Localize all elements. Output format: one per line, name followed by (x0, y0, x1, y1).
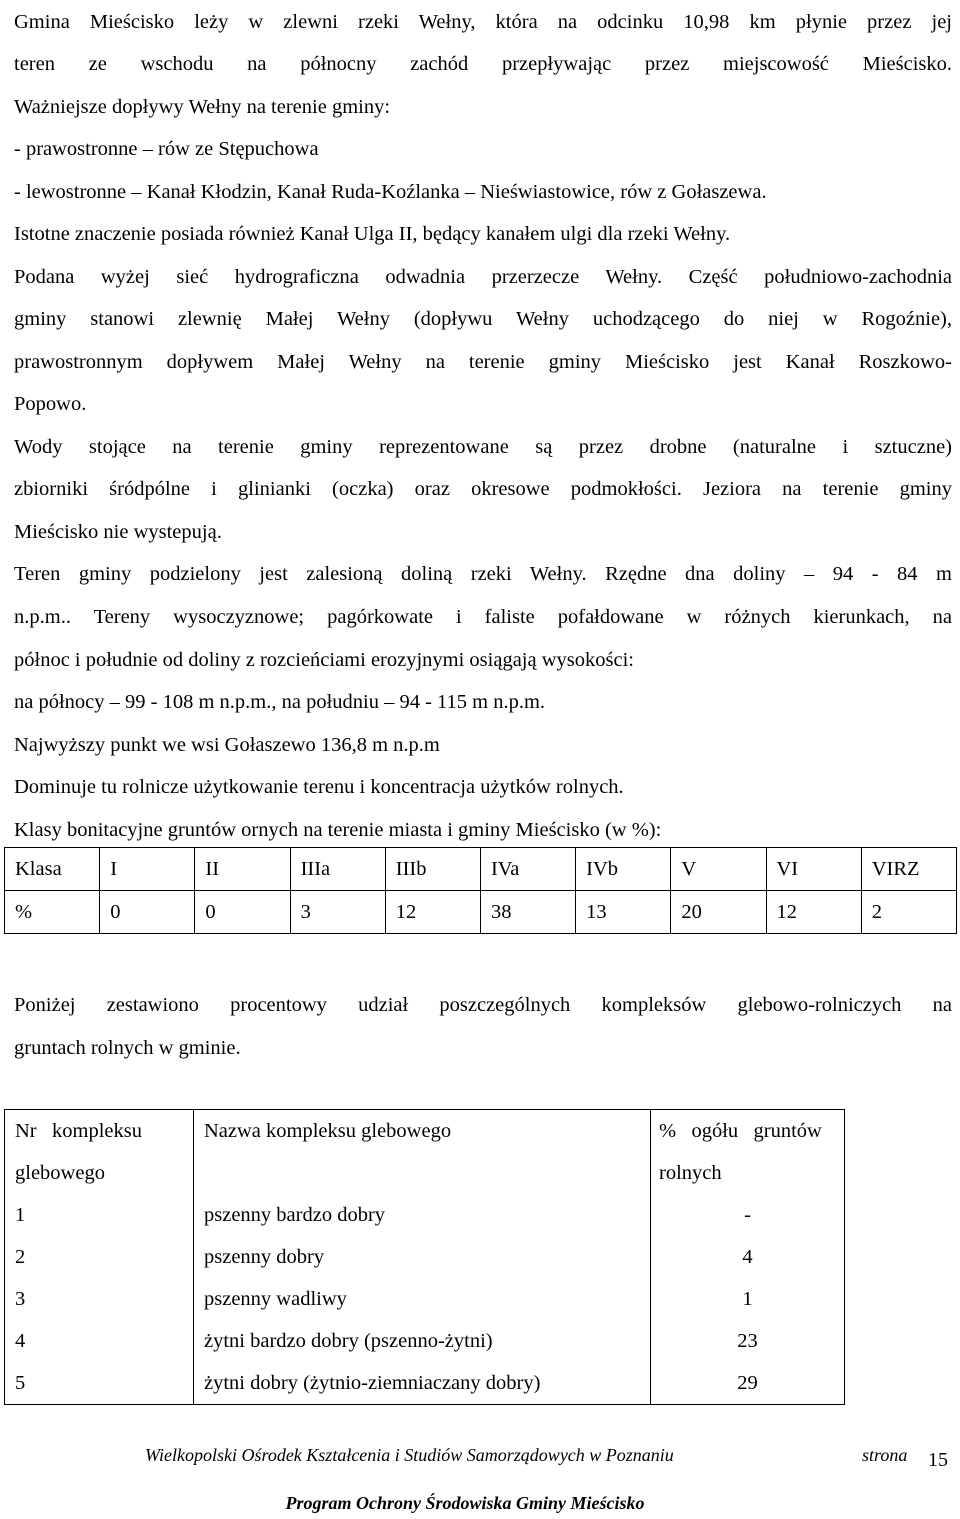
table-header-cell: IVb (576, 848, 671, 891)
text-line: Najwyższy punkt we wsi Gołaszewo 136,8 m n.p.m (14, 734, 440, 756)
table-cell: % (5, 891, 100, 934)
text-line: Popowo. (14, 393, 87, 415)
table-row (5, 1278, 845, 1320)
table-header-cell: V (671, 848, 766, 891)
text-line: Wody stojące na terenie gminy reprezentowane są przez drobne (naturalne i sztuczne) (14, 436, 952, 458)
text-line: zbiorniki śródpólne i glinianki (oczka) oraz okresowe podmokłości. Jeziora na terenie gminy (14, 478, 952, 500)
header-complex-name-text: Nazwa kompleksu glebowego (204, 1120, 452, 1142)
table-cell: 3 (290, 891, 385, 934)
table-header-cell: IIIb (385, 848, 480, 891)
text-line: prawostronnym dopływem Małej Wełny na terenie gminy Mieścisko jest Kanał Roszkowo- (14, 351, 952, 373)
text-line: Podana wyżej sieć hydrograficzna odwadnia przerzecze Wełny. Część południowo-zachodnia (14, 266, 952, 288)
header-complex-number-line2: glebowego (15, 1162, 105, 1184)
text-line: Gmina Mieścisko leży w zlewni rzeki Wełny, która na odcinku 10,98 km płynie przez jej (14, 11, 952, 33)
soil-complex-table (4, 1109, 845, 1405)
text-line: teren ze wschodu na północny zachód przepływając przez miejscowość Mieścisko. (14, 53, 952, 75)
text-line: Klasy bonitacyjne gruntów ornych na terenie miasta i gminy Mieścisko (w %): (14, 819, 662, 841)
header-complex-number-line1: Nr kompleksu (15, 1120, 142, 1142)
complex-number-cell: 5 (5, 1362, 194, 1405)
table-cell: 12 (385, 891, 480, 934)
footer-strona-label: strona (862, 1445, 908, 1465)
page-number: 15 (928, 1449, 948, 1471)
table-row (5, 1236, 845, 1278)
table-row (5, 1194, 845, 1236)
complex-name-cell: żytni bardzo dobry (pszenno-żytni) (194, 1320, 651, 1362)
complex-name-cell: pszenny wadliwy (194, 1278, 651, 1320)
footer-institution: Wielkopolski Ośrodek Kształcenia i Studiów Samorządowych w Poznaniu (145, 1445, 674, 1465)
text-line: Ważniejsze dopływy Wełny na terenie gminy: (14, 96, 391, 118)
complex-number-cell: 1 (5, 1194, 194, 1236)
complex-percent-cell: 4 (742, 1246, 753, 1268)
table-header-cell: Klasa (5, 848, 100, 891)
complex-name-cell: żytni dobry (żytnio-ziemniaczany dobry) (194, 1362, 651, 1405)
table-header-cell: I (100, 848, 195, 891)
table-header-cell: IIIa (290, 848, 385, 891)
complex-percent-cell: - (744, 1204, 751, 1226)
text-line: Dominuje tu rolnicze użytkowanie terenu i koncentracja użytków rolnych. (14, 776, 624, 798)
complex-name-cell: pszenny dobry (194, 1236, 651, 1278)
complex-name-cell: pszenny bardzo dobry (194, 1194, 651, 1236)
table-row (5, 1362, 845, 1405)
soil-classes-table (4, 847, 957, 934)
complex-number-cell: 3 (5, 1278, 194, 1320)
text-line: - lewostronne – Kanał Kłodzin, Kanał Ruda-Koźlanka – Nieświastowice, rów z Gołaszewa. (14, 181, 767, 203)
table-cell: 38 (480, 891, 575, 934)
text-line: północ i południe od doliny z rozcieńciami erozyjnymi osiągają wysokości: (14, 649, 634, 671)
table-row (5, 1320, 845, 1362)
table-header-cell: VIRZ (861, 848, 956, 891)
text-line: Mieścisko nie wystepują. (14, 521, 222, 543)
table-cell: 0 (195, 891, 290, 934)
complex-percent-cell: 23 (737, 1330, 758, 1352)
text-line: Poniżej zestawiono procentowy udział poszczególnych kompleksów glebowo-rolniczych na (14, 994, 952, 1016)
header-complex-percent-line1: % ogółu gruntów (659, 1120, 822, 1142)
table-cell: 2 (861, 891, 956, 934)
table-cell: 13 (576, 891, 671, 934)
complex-percent-cell: 1 (742, 1288, 753, 1310)
text-line: Istotne znaczenie posiada również Kanał Ulga II, będący kanałem ulgi dla rzeki Wełny. (14, 223, 731, 245)
text-line: gruntach rolnych w gminie. (14, 1037, 241, 1059)
table-header-cell: IVa (480, 848, 575, 891)
text-line: - prawostronne – rów ze Stępuchowa (14, 138, 319, 160)
text-line: n.p.m.. Tereny wysoczyznowe; pagórkowate i faliste pofałdowane w różnych kierunkach, na (14, 606, 952, 628)
table-row (5, 891, 957, 934)
table-header-row (5, 1110, 845, 1195)
complex-percent-cell: 29 (737, 1372, 758, 1394)
table-header-cell: II (195, 848, 290, 891)
text-line: Teren gminy podzielony jest zalesioną doliną rzeki Wełny. Rzędne dna doliny – 94 - 84 m (14, 563, 952, 585)
text-line: na północy – 99 - 108 m n.p.m., na południu – 94 - 115 m n.p.m. (14, 691, 546, 713)
table-header-row (5, 848, 957, 891)
footer-program-title: Program Ochrony Środowiska Gminy Mieścisko (285, 1493, 645, 1513)
table-cell: 0 (100, 891, 195, 934)
complex-number-cell: 2 (5, 1236, 194, 1278)
header-complex-percent (651, 1110, 845, 1195)
complex-number-cell: 4 (5, 1320, 194, 1362)
text-line: gminy stanowi zlewnię Małej Wełny (dopływu Wełny uchodzącego do niej w Rogoźnie), (14, 308, 952, 330)
header-complex-name (194, 1110, 651, 1195)
header-complex-number (5, 1110, 194, 1195)
table-cell: 12 (766, 891, 861, 934)
table-cell: 20 (671, 891, 766, 934)
table-header-cell: VI (766, 848, 861, 891)
header-complex-percent-line2: rolnych (659, 1162, 722, 1184)
